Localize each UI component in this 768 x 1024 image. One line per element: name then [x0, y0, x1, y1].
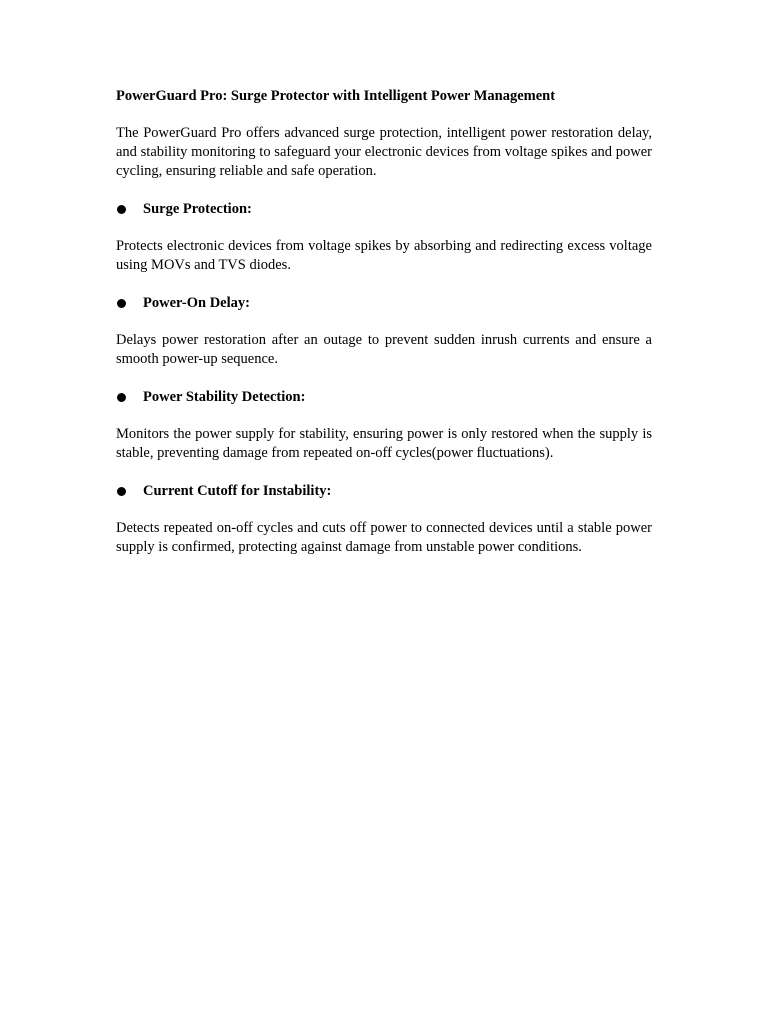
document-title: PowerGuard Pro: Surge Protector with Intelligent Power Management: [116, 88, 556, 104]
feature-surge-protection: [116, 199, 652, 275]
feature-power-on-delay: [116, 293, 652, 369]
feature-description: Monitors the power supply for stability, ensuring power is only restored when the supply is stable, preventing damage from repeated on-off cycles(power fluctuations).: [116, 426, 652, 461]
bullet-icon: [117, 487, 126, 496]
feature-power-stability-detection: [116, 387, 652, 463]
feature-description: Delays power restoration after an outage to prevent sudden inrush currents and ensure a smooth power-up sequence.: [116, 332, 652, 367]
intro-paragraph: The PowerGuard Pro offers advanced surge protection, intelligent power restoration delay, and stability monitoring to safeguard your electronic devices from voltage spikes and power cycling, ensuring reliable and safe operation.: [116, 125, 652, 179]
feature-title: Power-On Delay:: [143, 295, 250, 311]
bullet-icon: [117, 205, 126, 214]
feature-heading: [116, 387, 652, 407]
feature-heading: [116, 199, 652, 219]
feature-title: Current Cutoff for Instability:: [143, 483, 332, 499]
document-page: [116, 86, 652, 575]
feature-title: Surge Protection:: [143, 201, 252, 217]
feature-heading: [116, 481, 652, 501]
bullet-icon: [117, 299, 126, 308]
feature-heading: [116, 293, 652, 313]
feature-description: Protects electronic devices from voltage spikes by absorbing and redirecting excess voltage using MOVs and TVS diodes.: [116, 238, 652, 273]
feature-current-cutoff: [116, 481, 652, 557]
feature-title: Power Stability Detection:: [143, 389, 306, 405]
feature-description: Detects repeated on-off cycles and cuts off power to connected devices until a stable power supply is confirmed, protecting against damage from unstable power conditions.: [116, 520, 652, 555]
bullet-icon: [117, 393, 126, 402]
